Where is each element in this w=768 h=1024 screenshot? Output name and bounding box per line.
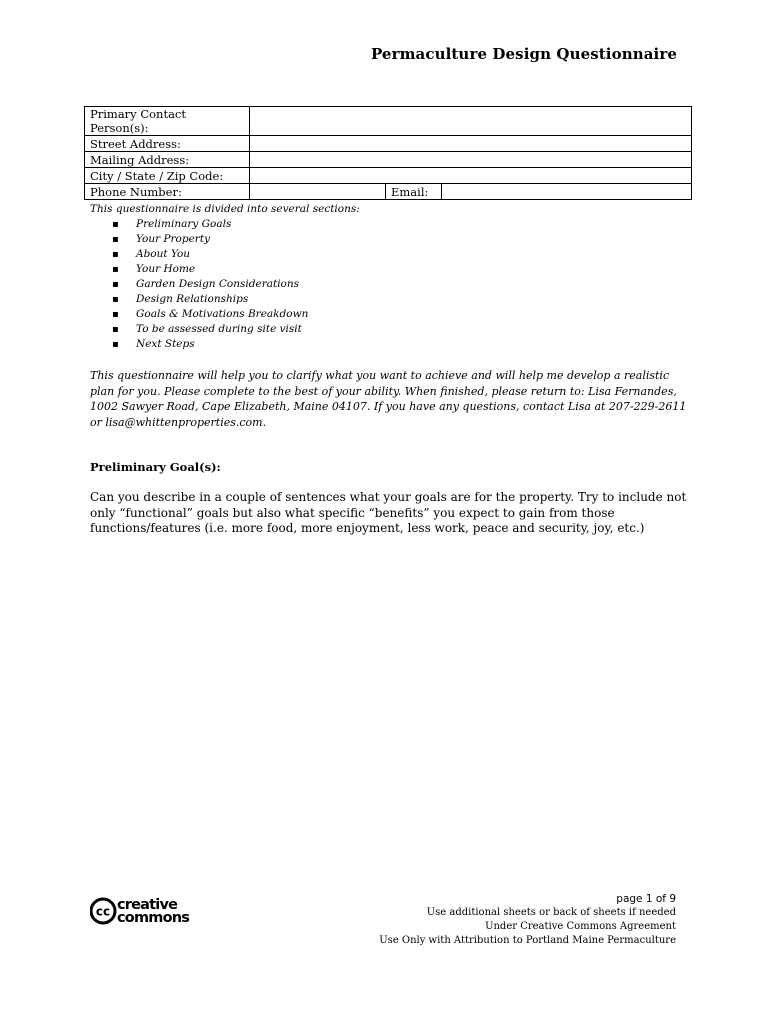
list-item: ▪ Preliminary Goals <box>90 217 690 232</box>
table-row <box>85 107 692 136</box>
sections-list <box>90 217 690 352</box>
logo-text-commons: commons <box>117 910 190 926</box>
street-address-label: Street Address: <box>85 136 250 152</box>
table-row <box>85 136 692 152</box>
intro-section <box>90 203 690 352</box>
page-footer <box>379 892 676 948</box>
contact-info-table <box>84 106 692 200</box>
footer-note-sheets: Use additional sheets or back of sheets if needed <box>426 907 676 918</box>
cc-mark: cc <box>95 904 111 919</box>
mailing-address-field[interactable] <box>250 152 692 168</box>
list-item: ▪ Your Home <box>90 262 690 277</box>
list-item: ▪ Garden Design Considerations <box>90 277 690 292</box>
preliminary-goals-prompt: Can you describe in a couple of sentences what your goals are for the property. Try to include not only “functional” goals but also what specific “benefits” you expect to gain from those functions/features (i.e. more food, more enjoyment, less work, peace and security, joy, etc.) <box>90 490 687 535</box>
logo-text-creative: creative <box>117 897 178 913</box>
email-field[interactable] <box>442 184 692 200</box>
footer-note-agreement: Under Creative Commons Agreement <box>485 921 676 932</box>
list-item: ▪ Design Relationships <box>90 292 690 307</box>
table-row <box>85 168 692 184</box>
list-item: ▪ Your Property <box>90 232 690 247</box>
email-label: Email: <box>386 184 442 200</box>
phone-number-label: Phone Number: <box>85 184 250 200</box>
city-state-zip-field[interactable] <box>250 168 692 184</box>
table-row <box>85 152 692 168</box>
intro-lead: This questionnaire is divided into several sections: <box>90 203 360 215</box>
help-paragraph: This questionnaire will help you to clarify what you want to achieve and will help me develop a realistic plan for you. Please complete to the best of your ability. When finished, please return to: Lisa Fernandes, 1002 Sawyer Road, Cape Elizabeth, Maine 04107. If you have any questions, contact Lisa at 207-229-2611 or lisa@whittenproperties.com. <box>90 369 687 429</box>
mailing-address-label: Mailing Address: <box>85 152 250 168</box>
document-title: Permaculture Design Questionnaire <box>370 45 677 63</box>
city-state-zip-label: City / State / Zip Code: <box>85 168 250 184</box>
footer-note-attribution: Use Only with Attribution to Portland Maine Permaculture <box>379 935 676 946</box>
page-number: page 1 of 9 <box>616 893 676 905</box>
table-row <box>85 184 692 200</box>
list-item: ▪ Next Steps <box>90 337 690 352</box>
creative-commons-logo <box>90 895 208 927</box>
list-item: ▪ To be assessed during site visit <box>90 322 690 337</box>
list-item: ▪ Goals & Motivations Breakdown <box>90 307 690 322</box>
list-item: ▪ About You <box>90 247 690 262</box>
street-address-field[interactable] <box>250 136 692 152</box>
primary-contact-field[interactable] <box>250 107 692 136</box>
primary-contact-label: Primary Contact Person(s): <box>85 107 250 136</box>
phone-number-field[interactable] <box>250 184 386 200</box>
preliminary-goals-heading: Preliminary Goal(s): <box>90 460 221 474</box>
